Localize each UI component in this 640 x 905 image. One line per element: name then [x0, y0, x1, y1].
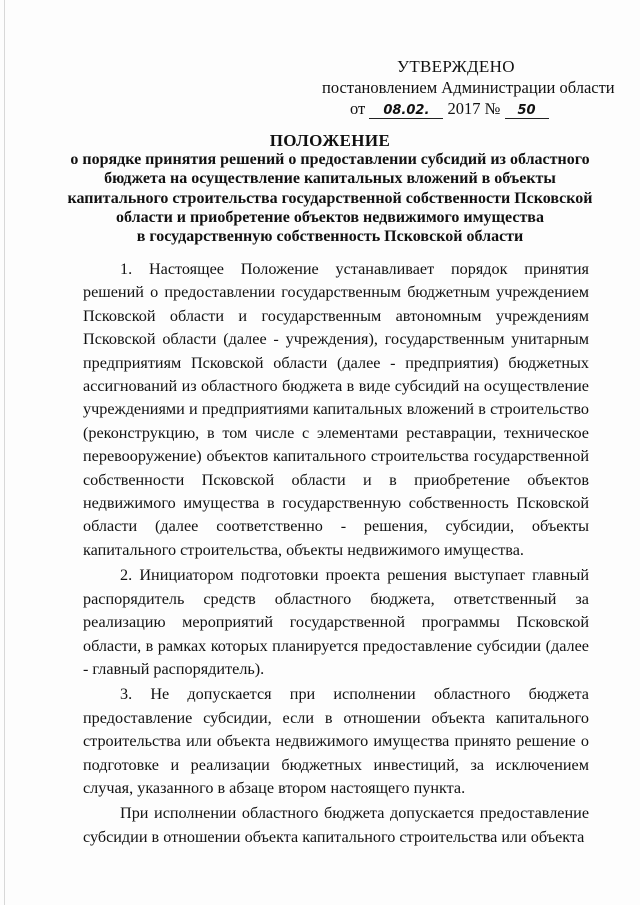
paragraph-1: 1. Настоящее Положение устанавливает порядок принятия решений о предоставлении государственным бюджетным учреждением Псковской области и государственным автономным учреждениям Псковской области (далее - учреждения), государственным унитарным предприятиям Псковской области (далее - предприятия) бюджетных ассигнований из областного бюджета в виде субсидий на осуществление учреждениями и предприятиями капитальных вложений в строительство (реконструкцию, в том числе с элементами реставрации, техническое перевооружение) объектов капитального строительства государственной собственности Псковской области и в приобретение объектов недвижимого имущества в государственную собственность Псковской области (далее соответственно - решения, субсидии, объекты капитального строительства, объекты недвижимого имущества. — [83, 260, 589, 559]
year-and-number-label: 2017 № — [447, 99, 501, 118]
scan-edge — [4, 0, 5, 905]
document-body — [83, 258, 589, 849]
handwritten-number: 50 — [505, 103, 549, 119]
title-line: области и приобретение объектов недвижимого имущества — [116, 208, 544, 226]
paragraph-3: 3. Не допускается при исполнении областного бюджета предоставление субсидии, если в отношении объекта капитального строительства или объекта недвижимого имущества принято решение о подготовке и реализации бюджетных инвестиций, за исключением случая, указанного в абзаце втором настоящего пункта. — [83, 685, 589, 797]
title-line: бюджета на осуществление капитальных вложений в объекты — [104, 170, 556, 188]
approval-stamp-block — [312, 56, 615, 119]
decree-label: постановлением Администрации области — [322, 78, 615, 97]
approved-label: УТВЕРЖДЕНО — [397, 57, 515, 76]
paragraph-3-continuation: При исполнении областного бюджета допускается предоставление субсидии в отношении объекта капитального строительства или объекта — [83, 804, 589, 846]
document-title-block — [60, 131, 600, 246]
document-heading: ПОЛОЖЕНИЕ — [269, 131, 391, 150]
title-line: о порядке принятия решений о предоставлении субсидий из областного — [70, 151, 590, 169]
title-line: в государственную собственность Псковской области — [136, 228, 524, 246]
handwritten-date: 08.02. — [369, 103, 443, 119]
paragraph-2: 2. Инициатором подготовки проекта решения выступает главный распорядитель средств областного бюджета, ответственный за реализацию мероприятий государственной программы Псковской области, в рамках которых планируется предоставление субсидии (далее - главный распорядитель). — [83, 566, 589, 678]
date-prefix: от — [350, 99, 366, 118]
title-line: капитального строительства государственной собственности Псковской — [67, 189, 593, 207]
decree-date-line — [312, 98, 602, 119]
